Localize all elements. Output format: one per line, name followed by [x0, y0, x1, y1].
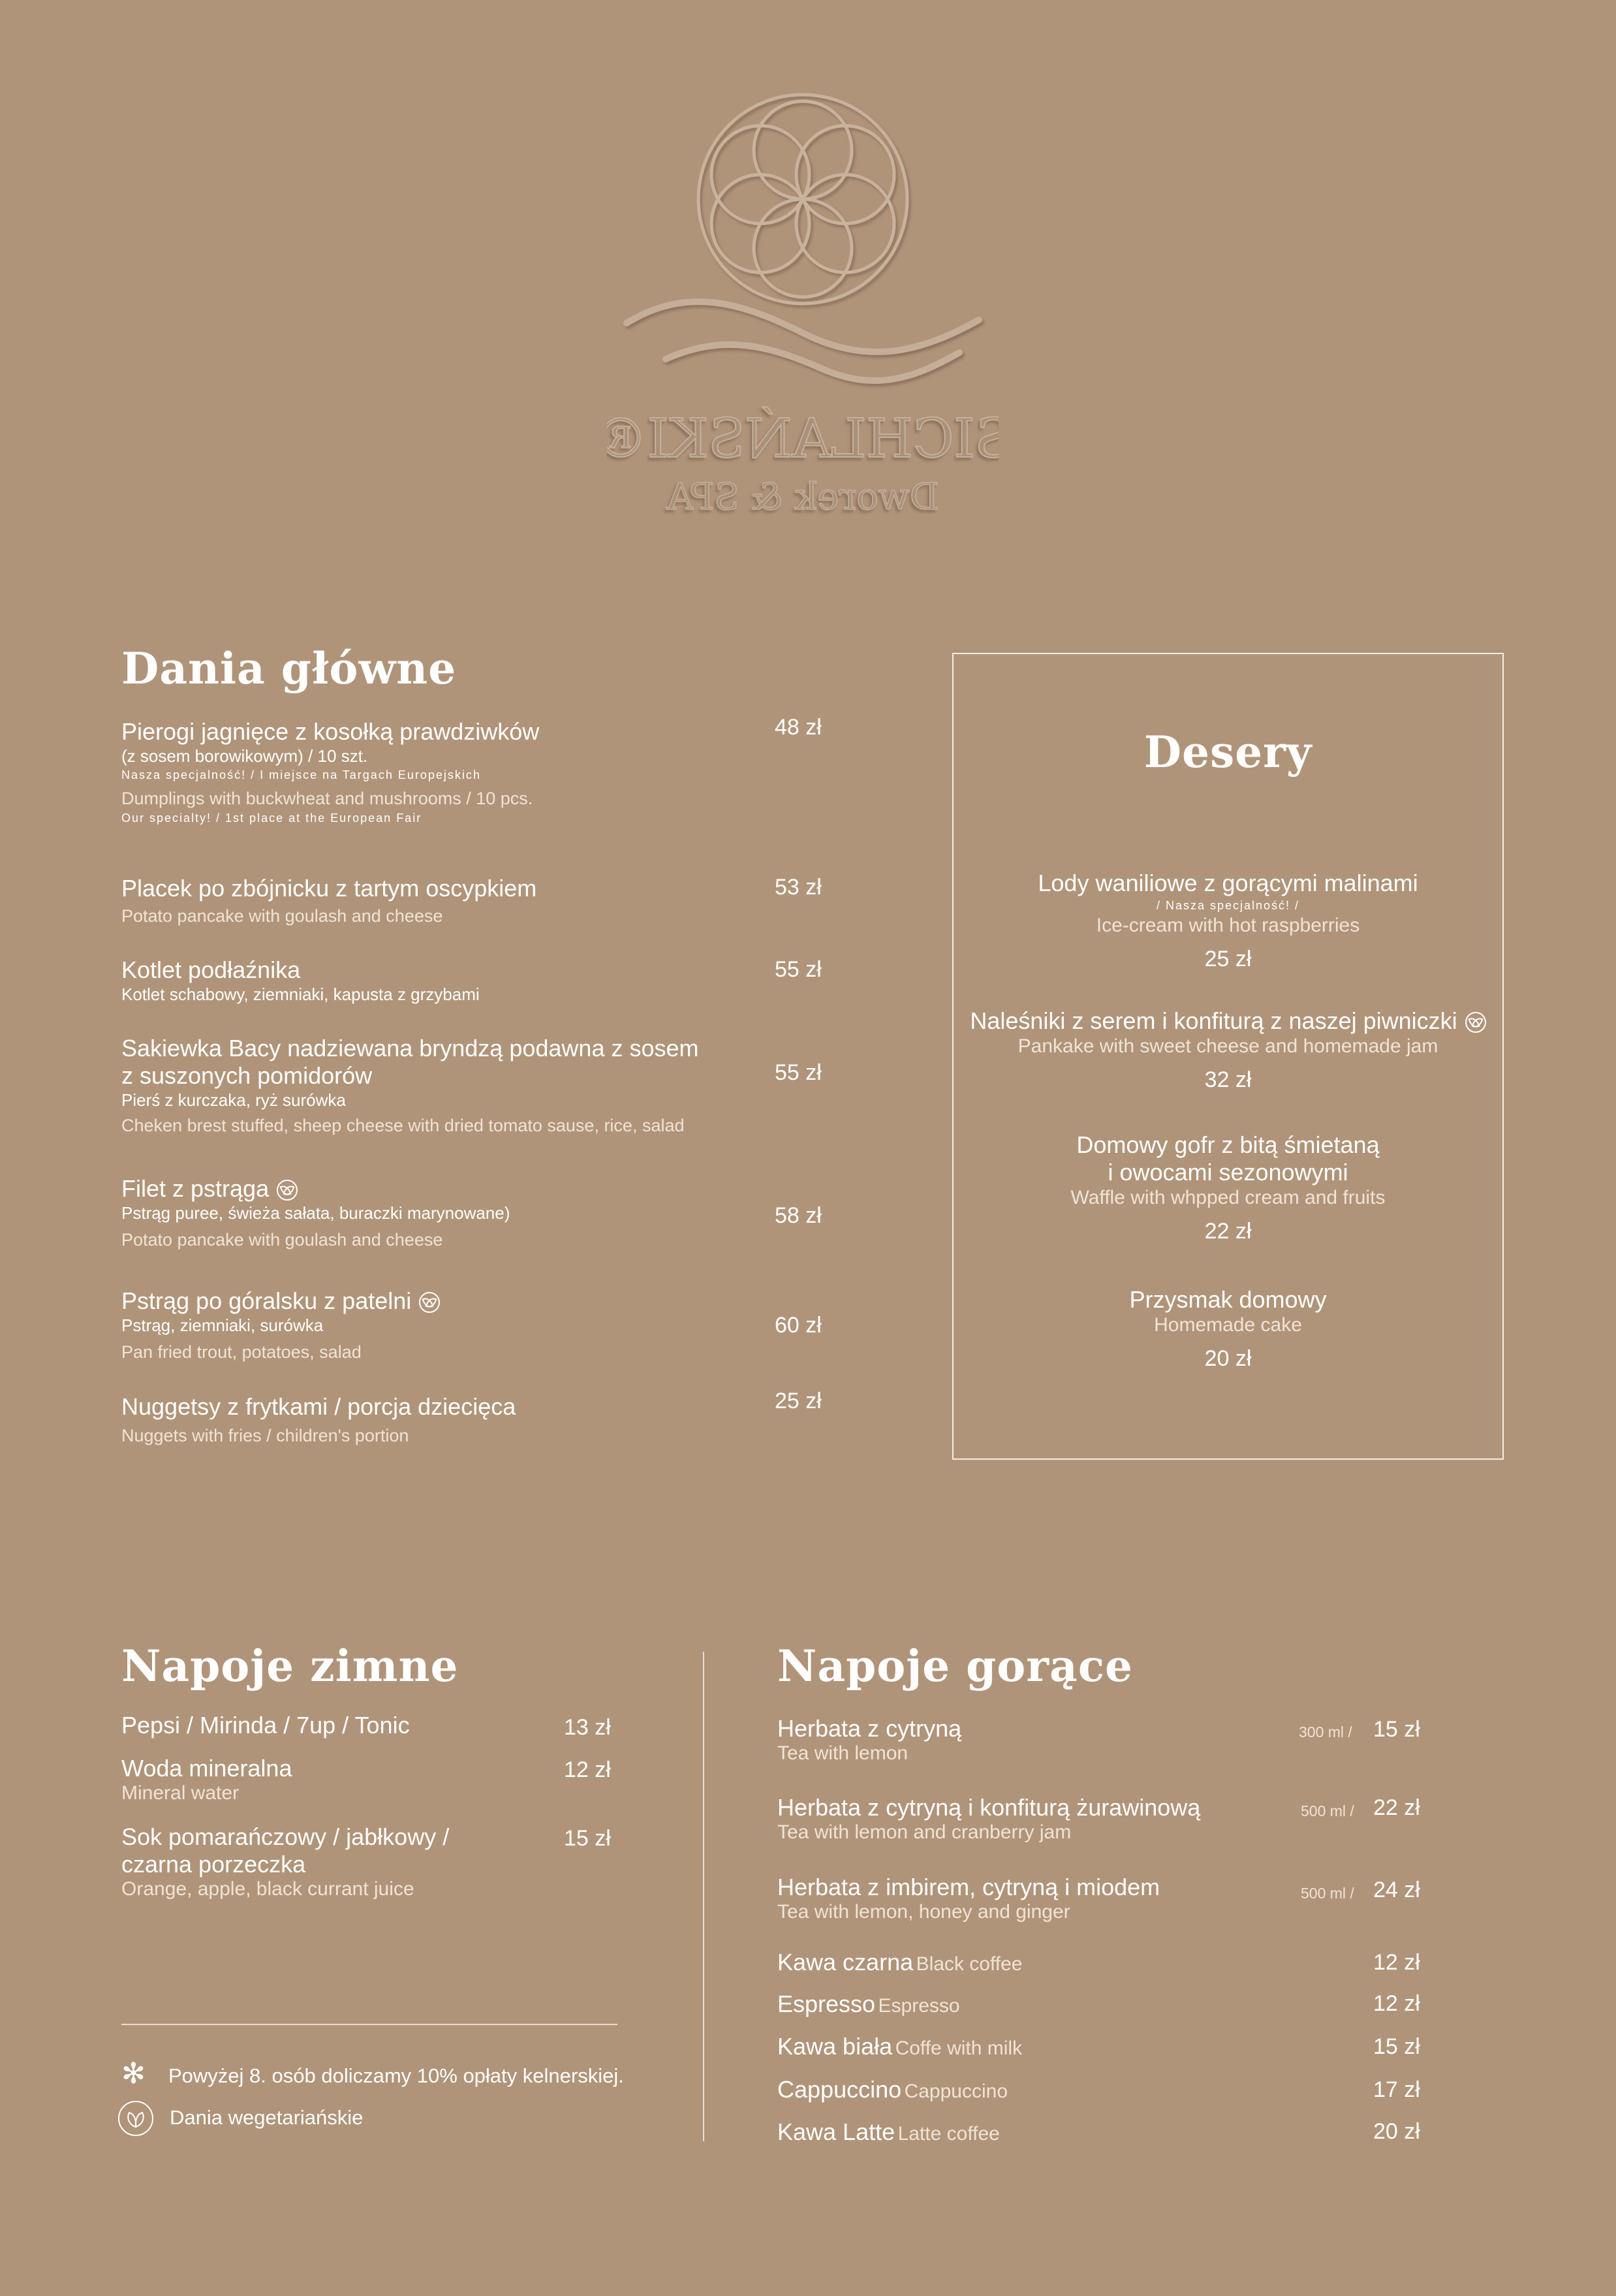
vegetarian-legend-icon	[118, 2101, 153, 2136]
drink-volume: 500 ml /	[1301, 1802, 1354, 1819]
drink-price: 12 zł	[1373, 1991, 1420, 2016]
item-sub: Pstrąg, ziemniaki, surówka	[121, 1315, 324, 1335]
column-divider	[703, 1652, 704, 2141]
menu-item-pstrag	[121, 1287, 774, 1363]
dessert-eng: Homemade cake	[1154, 1314, 1302, 1336]
drink-name: Sok pomarańczowy / jabłkowy /	[121, 1823, 450, 1850]
menu-item-pierogi	[121, 718, 774, 826]
drink-eng: Tea with lemon and cranberry jam	[777, 1821, 1072, 1843]
item-sub: Pstrąg puree, świeża sałata, buraczki marynowane)	[121, 1203, 510, 1223]
flower-of-life-logo-icon	[607, 72, 999, 542]
logo-brand: SICHLAŃSKI®	[607, 408, 999, 470]
drink-eng: Coffe with milk	[895, 2037, 1023, 2059]
item-sub: Kotlet schabowy, ziemniaki, kapusta z grzybami	[121, 984, 480, 1004]
item-name: Sakiewka Bacy nadziewana bryndzą podawna z sosem	[121, 1035, 699, 1062]
dessert-eng: Pankake with sweet cheese and homemade jam	[1018, 1035, 1438, 1057]
menu-item-placek	[121, 875, 774, 927]
drink-eng: Latte coffee	[897, 2123, 1000, 2145]
drink-price: 17 zł	[1373, 2077, 1420, 2102]
hot-item-white-coffee	[777, 2033, 1430, 2060]
item-name-line2: z suszonych pomidorów	[121, 1062, 373, 1089]
item-price: 55 zł	[775, 957, 822, 982]
drink-volume: 300 ml /	[1299, 1723, 1352, 1740]
dessert-price: 22 zł	[1204, 1219, 1252, 1244]
item-note-pl: Nasza specjalność! / I miejsce na Targach Europejskich	[121, 768, 481, 781]
hot-drinks-title: Napoje gorące	[777, 1641, 1133, 1691]
main-dishes-title: Dania główne	[121, 643, 457, 694]
item-sub: Pierś z kurczaka, ryż surówka	[121, 1090, 346, 1110]
drink-name: Cappuccino	[777, 2076, 902, 2103]
drink-name: Espresso	[777, 1990, 876, 2017]
menu-item-sakiewka	[121, 1035, 774, 1137]
item-price: 48 zł	[775, 715, 822, 740]
dessert-lody	[952, 870, 1504, 972]
hot-item-espresso	[777, 1990, 1430, 2018]
dessert-nalesniki	[952, 1007, 1504, 1093]
drink-eng: Black coffee	[916, 1953, 1023, 1975]
item-eng: Potato pancake with goulash and cheese	[121, 906, 443, 926]
dessert-name: Lody waniliowe z gorącymi malinami	[1038, 870, 1418, 896]
item-name: Nuggetsy z frytkami / porcja dziecięca	[121, 1393, 516, 1420]
footer-divider	[121, 2024, 617, 2025]
menu-item-nuggetsy	[121, 1393, 774, 1447]
vegetarian-leaf-icon	[419, 1292, 440, 1313]
item-eng: Cheken brest stuffed, sheep cheese with dried tomato sause, rice, salad	[121, 1116, 685, 1135]
item-name: Pierogi jagnięce z kosołką prawdziwków	[121, 718, 540, 745]
hot-item-latte	[777, 2118, 1430, 2146]
drink-price: 24 zł	[1373, 1878, 1420, 1902]
vegetarian-note: Dania wegetariańskie	[170, 2106, 364, 2129]
drink-name: Kawa czarna	[777, 1949, 914, 1975]
drink-eng: Tea with lemon, honey and ginger	[777, 1901, 1070, 1923]
drink-name: Herbata z cytryną	[777, 1715, 962, 1742]
drink-name: Woda mineralna	[121, 1755, 292, 1782]
cold-item-water	[121, 1755, 617, 1804]
drink-price: 15 zł	[564, 1826, 611, 1851]
drink-price: 22 zł	[1373, 1795, 1420, 1820]
cold-item-juice	[121, 1823, 617, 1900]
hot-item-cappuccino	[777, 2076, 1430, 2103]
drink-price: 13 zł	[564, 1715, 611, 1740]
drink-price: 12 zł	[564, 1757, 611, 1782]
drink-volume: 500 ml /	[1301, 1885, 1354, 1902]
dessert-name-line2: i owocami sezonowymi	[1108, 1159, 1348, 1186]
item-name: Placek po zbójnicku z tartym oscypkiem	[121, 875, 537, 902]
service-charge-note: Powyżej 8. osób doliczamy 10% opłaty kelnerskiej.	[168, 2064, 624, 2087]
menu-item-kotlet	[121, 956, 774, 1005]
dessert-price: 25 zł	[1204, 947, 1252, 971]
item-note-en: Our specialty! / 1st place at the European Fair	[121, 811, 422, 825]
item-eng: Nuggets with fries / children's portion	[121, 1426, 409, 1445]
dessert-eng: Waffle with whpped cream and fruits	[1070, 1187, 1386, 1208]
item-price: 55 zł	[775, 1060, 822, 1085]
vegetarian-leaf-icon	[1465, 1012, 1486, 1033]
item-eng: Dumplings with buckwheat and mushrooms / 10 pcs.	[121, 789, 533, 808]
item-eng: Pan fried trout, potatoes, salad	[121, 1342, 362, 1362]
hot-item-black-coffee	[777, 1949, 1430, 1976]
item-sub: (z sosem borowikowym) / 10 szt.	[121, 746, 368, 766]
drink-price: 20 zł	[1373, 2119, 1420, 2144]
item-price: 60 zł	[775, 1313, 822, 1338]
cold-drinks-title: Napoje zimne	[121, 1641, 459, 1691]
drink-name: Herbata z imbirem, cytryną i miodem	[777, 1874, 1160, 1900]
dessert-price: 20 zł	[1204, 1346, 1252, 1371]
item-name: Filet z pstrąga	[121, 1175, 270, 1202]
drink-eng: Orange, apple, black currant juice	[121, 1878, 414, 1900]
drink-name: Pepsi / Mirinda / 7up / Tonic	[121, 1712, 410, 1738]
dessert-przysmak	[952, 1286, 1504, 1372]
item-eng: Potato pancake with goulash and cheese	[121, 1230, 443, 1250]
leaf-icon	[119, 2102, 152, 2135]
item-price: 53 zł	[775, 875, 822, 900]
drink-price: 15 zł	[1373, 2034, 1420, 2059]
dessert-eng: Ice-cream with hot raspberries	[1096, 915, 1360, 936]
dessert-name: Naleśniki z serem i konfiturą z naszej piwniczki	[970, 1007, 1457, 1034]
dessert-name: Przysmak domowy	[1129, 1286, 1327, 1313]
item-name: Kotlet podłaźnika	[121, 956, 301, 983]
drink-eng: Tea with lemon	[777, 1742, 909, 1764]
drink-eng: Mineral water	[121, 1782, 240, 1804]
drink-name: Herbata z cytryną i konfiturą żurawinową	[777, 1794, 1201, 1821]
dessert-price: 32 zł	[1204, 1067, 1252, 1092]
drink-price: 15 zł	[1373, 1717, 1420, 1742]
item-name: Pstrąg po góralsku z patelni	[121, 1287, 412, 1314]
item-price: 58 zł	[775, 1203, 822, 1228]
item-price: 25 zł	[775, 1389, 822, 1413]
desserts-title: Desery	[1143, 727, 1313, 778]
logo-tagline: Dworek & SPA	[666, 476, 939, 518]
drink-price: 12 zł	[1373, 1950, 1420, 1975]
dessert-gofr	[952, 1131, 1504, 1244]
dessert-note: / Nasza specjalność! /	[1156, 899, 1300, 912]
cold-item-soda	[121, 1712, 617, 1739]
drink-eng: Cappuccino	[904, 2081, 1008, 2102]
drink-name-line2: czarna porzeczka	[121, 1851, 306, 1878]
menu-item-filet	[121, 1175, 774, 1251]
dessert-name: Domowy gofr z bitą śmietaną	[1076, 1131, 1380, 1158]
drink-name: Kawa Latte	[777, 2118, 895, 2145]
vegetarian-leaf-icon	[277, 1180, 298, 1201]
drink-name: Kawa biała	[777, 2033, 893, 2060]
asterisk-flower-icon: ✻	[121, 2058, 146, 2090]
drink-eng: Espresso	[878, 1995, 960, 2017]
logo	[607, 72, 999, 542]
